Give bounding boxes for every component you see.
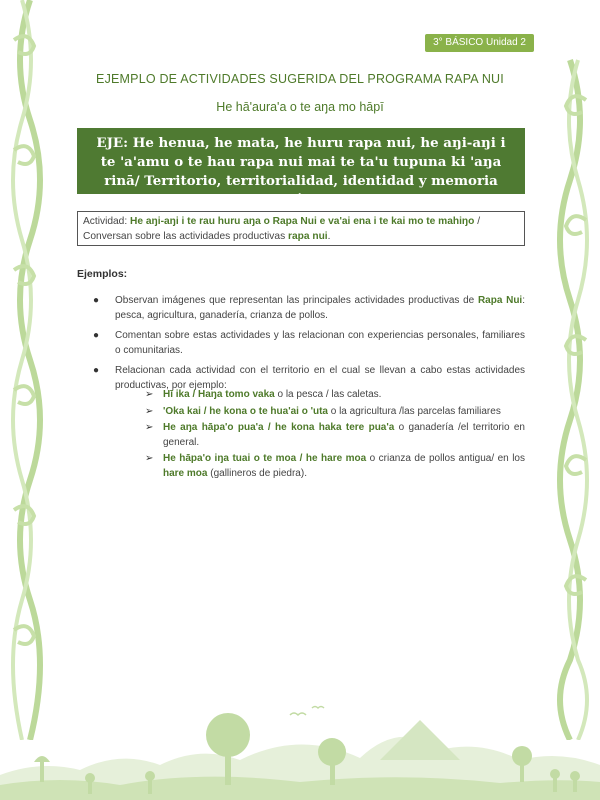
sub-item-4-rest: o crianza de pollos antigua/ en los <box>366 453 525 465</box>
examples-heading: Ejemplos: <box>77 268 128 280</box>
arrow-bullet-icon: ➢ <box>145 422 154 434</box>
arrow-bullet-icon: ➢ <box>145 453 154 465</box>
sub-item-2-bold: 'Oka kai / he kona o te hua'ai o 'uta <box>163 405 328 417</box>
bullet-1-pre: Observan imágenes que representan las principales actividades productivas de <box>115 295 478 306</box>
list-item <box>93 329 525 358</box>
sub-item-4-bold: He hāpa'o iŋa tuai o te moa / he hare moa <box>163 453 367 465</box>
sub-item-3-rest: o ganadería /el territorio en general. <box>163 422 525 448</box>
grade-unit-badge: 3° BÁSICO Unidad 2 <box>425 34 534 52</box>
sub-item-1-rest: o la pesca / las caletas. <box>274 389 382 400</box>
footer-landscape-illustration <box>0 690 600 800</box>
bullet-icon: ● <box>93 365 100 377</box>
activity-spanish-bold: rapa nui <box>288 231 328 242</box>
eje-text: EJE: He henua, he mata, he huru rapa nui, he aŋi-aŋi i te 'a'amu o te hau rapa nui mai te ta'u tupuna ki 'aŋa rinā/ Territorio, territorialidad, identidad y memoria histórica. <box>96 135 506 208</box>
sub-item-3-bold: He aŋa hāpa'o pua'a / he kona haka tere pua'a <box>163 422 395 434</box>
sub-item-4-rest2: (gallineros de piedra). <box>207 467 307 479</box>
border-pattern-left-icon <box>0 0 70 740</box>
bullet-2-text: Comentan sobre estas actividades y las relacionan con experiencias personales, familiares o comunitarias. <box>115 330 525 356</box>
border-pattern-right-icon <box>530 0 600 740</box>
decorative-border-right <box>530 0 600 740</box>
page-title: EJEMPLO DE ACTIVIDADES SUGERIDA DEL PROGRAMA RAPA NUI <box>96 72 504 86</box>
activity-rapanui-text: He aŋi-aŋi i te rau huru aŋa o Rapa Nui e va'ai ena i te kai mo te mahiŋo <box>130 216 475 227</box>
bullet-icon: ● <box>93 330 100 342</box>
list-item <box>145 452 525 481</box>
arrow-bullet-icon: ➢ <box>145 389 154 400</box>
sub-item-1-bold: Hī ika / Haŋa tomo vaka <box>163 389 275 400</box>
examples-list <box>93 294 525 400</box>
activity-spanish-pre: / Conversan sobre las actividades productivas <box>83 216 481 242</box>
sub-item-2-rest: o la agricultura /las parcelas familiares <box>327 405 501 417</box>
bullet-3-text: Relacionan cada actividad con el territorio en el cual se llevan a cabo estas actividades productivas, por ejemplo: <box>115 365 525 391</box>
list-item <box>145 421 525 450</box>
page-subtitle: He hā'aura'a o te aŋa mo hāpī <box>216 100 384 114</box>
sub-item-4-bold2: hare moa <box>163 467 208 479</box>
activity-box <box>77 211 525 246</box>
bullet-1-post: : pesca, agricultura, ganadería, crianza de pollos. <box>115 295 525 321</box>
activity-spanish-post: . <box>327 231 331 242</box>
list-item <box>145 405 525 420</box>
landscape-icon <box>0 690 600 800</box>
bullet-icon: ● <box>93 295 100 306</box>
list-item <box>93 294 525 323</box>
decorative-border-left <box>0 0 70 740</box>
activity-label: Actividad: <box>83 216 130 227</box>
eje-heading-box <box>77 128 525 208</box>
list-item <box>145 388 525 403</box>
arrow-bullet-icon: ➢ <box>145 405 154 417</box>
territory-sublist <box>145 388 525 484</box>
bullet-1-bold: Rapa Nui <box>477 295 523 306</box>
